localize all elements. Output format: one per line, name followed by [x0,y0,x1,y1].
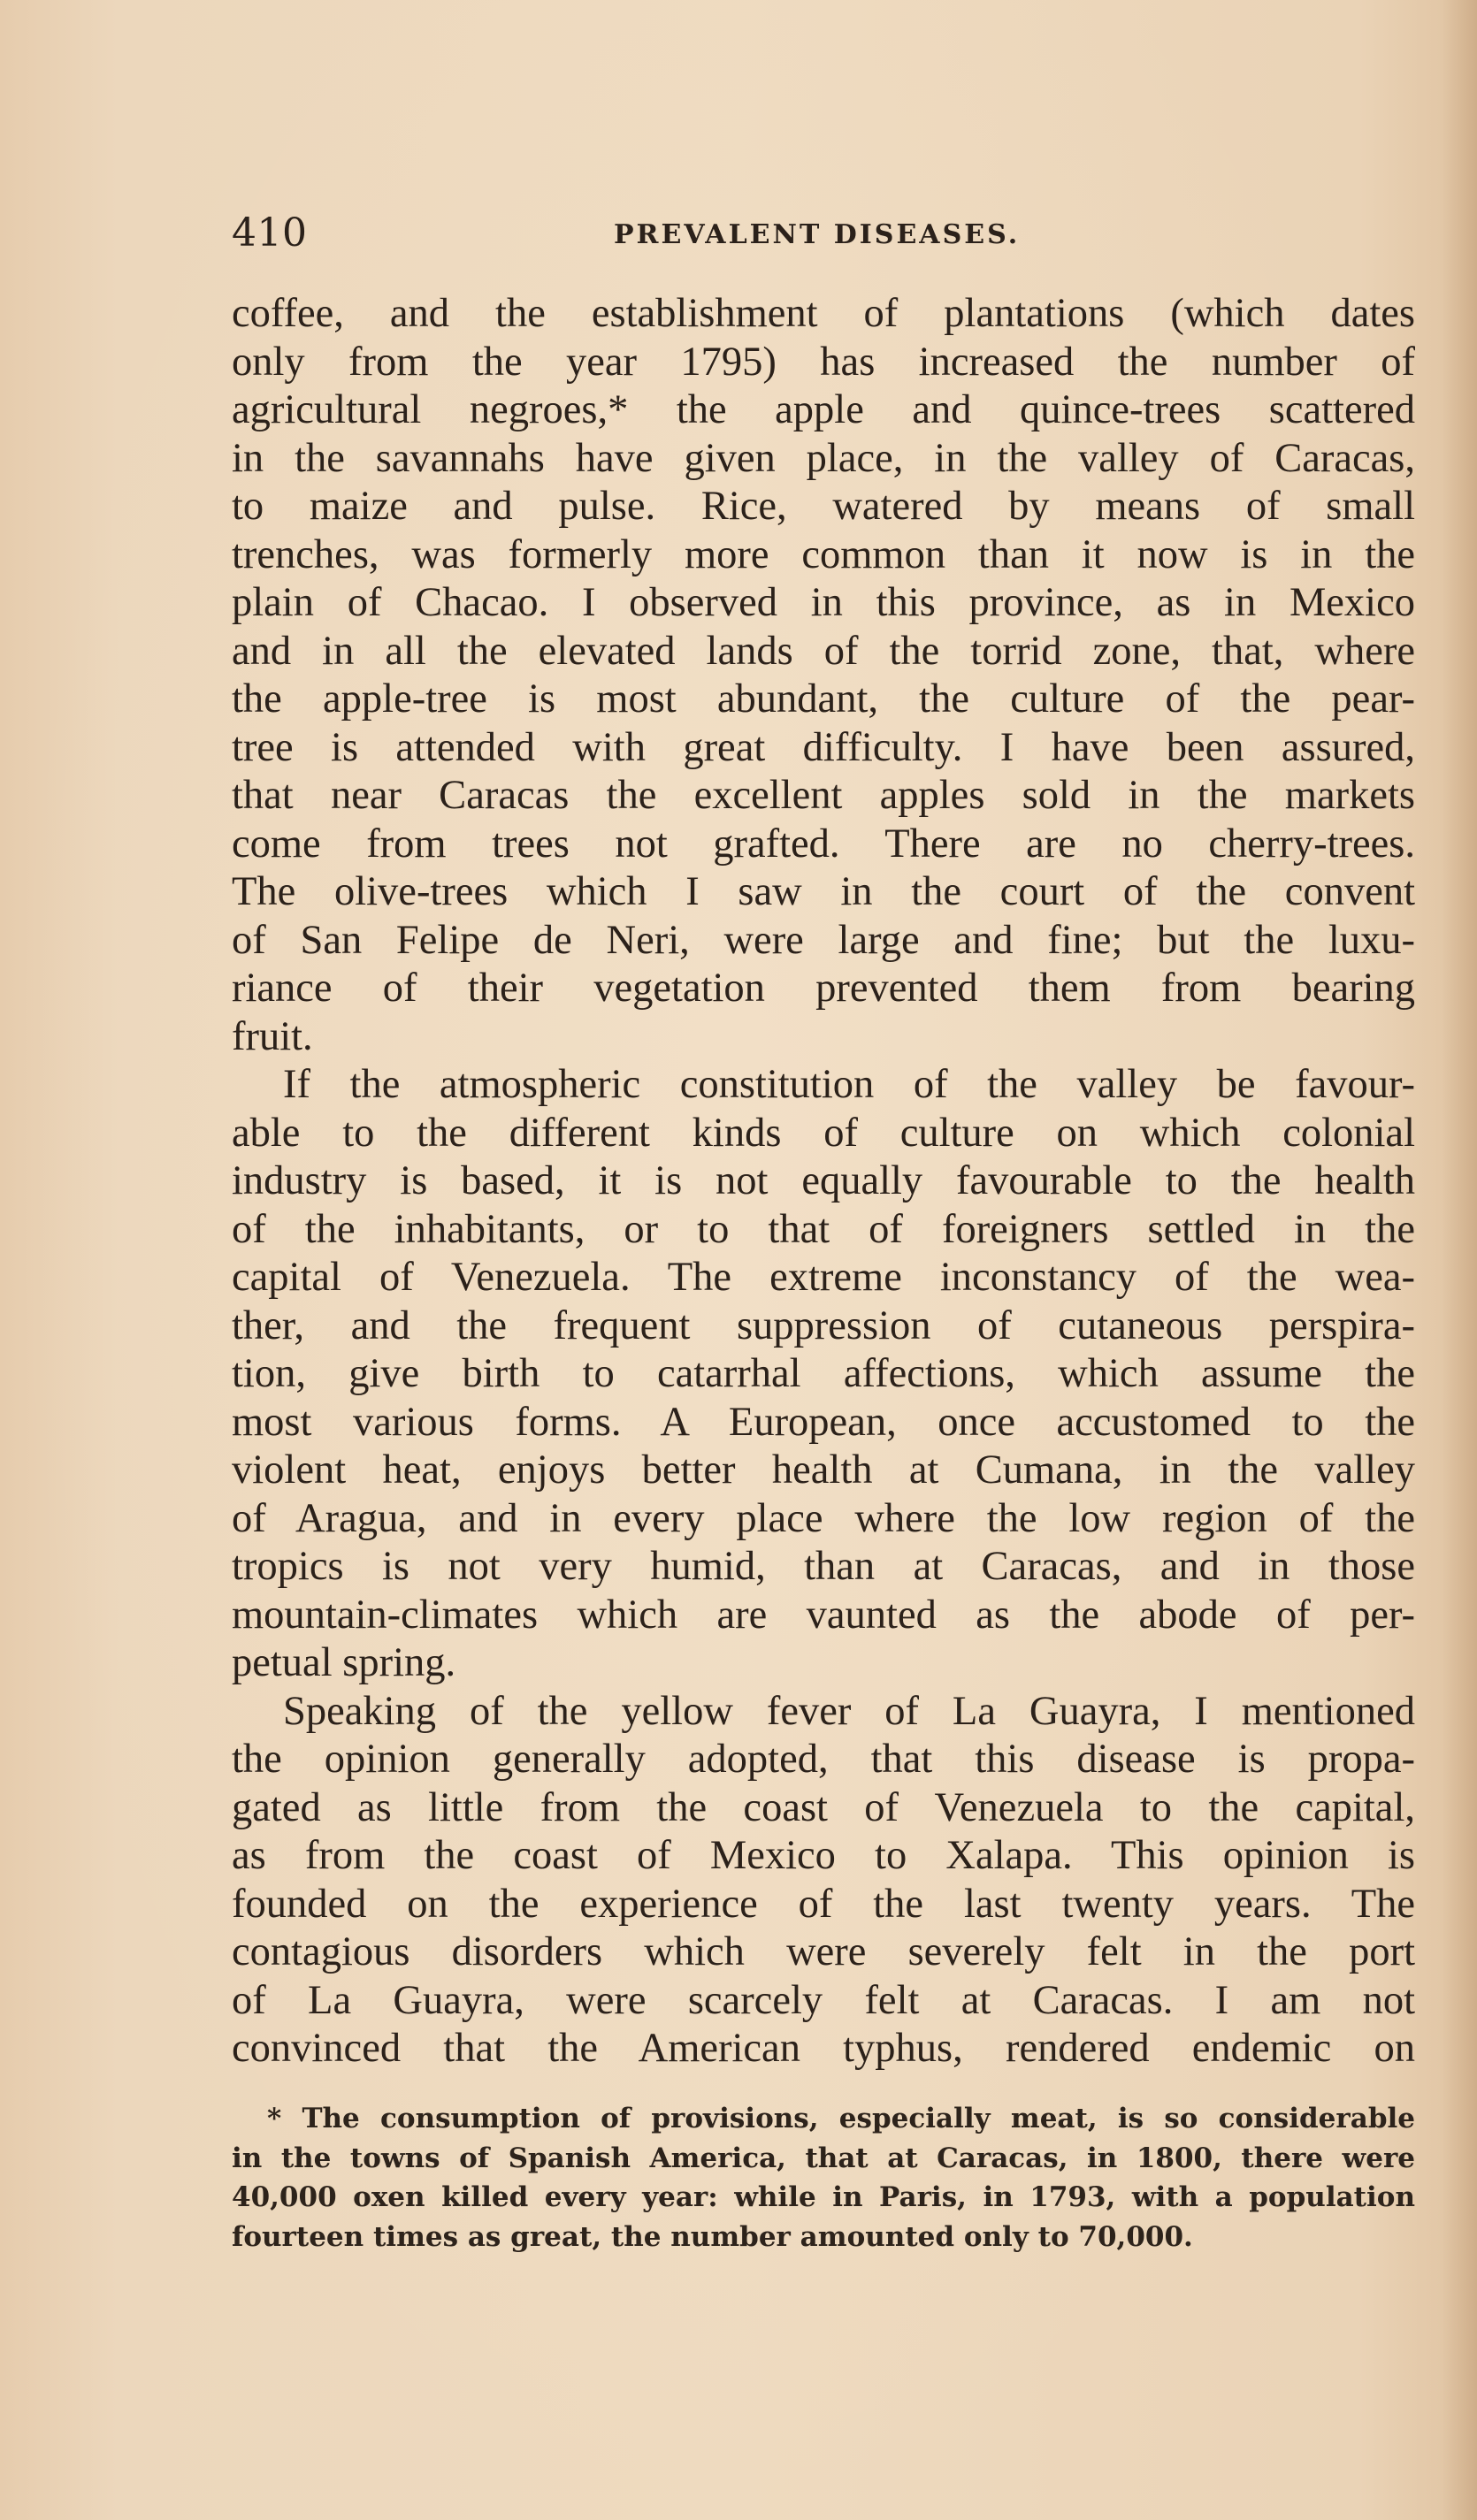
text-line: fruit. [232,1013,313,1059]
text-line: as from the coast of Mexico to Xalapa. This opinion is [232,1833,1415,1878]
text-line: founded on the experience of the last twenty years. The [232,1881,1415,1927]
paragraph-start-line: If the atmospheric constitution of the valley be favour- [283,1062,1415,1107]
text-line: and in all the elevated lands of the torrid zone, that, where [232,628,1415,674]
footnote-line: * The consumption of provisions, especially meat, is so considerable [267,2103,1415,2134]
footnote [232,2099,1415,2257]
text-line: agricultural negroes,* the apple and quince-trees scattered [232,387,1415,432]
text-line: mountain-climates which are vaunted as the abode of per- [232,1592,1415,1638]
text-line: The olive-trees which I saw in the court of the convent [232,869,1415,914]
text-line: gated as little from the coast of Venezuela to the capital, [232,1784,1415,1830]
text-line: coffee, and the establishment of plantations (which dates [232,291,1415,336]
text-line: the apple-tree is most abundant, the culture of the pear- [232,676,1415,722]
text-line: violent heat, enjoys better health at Cumana, in the valley [232,1447,1415,1493]
text-line: only from the year 1795) has increased the number of [232,339,1415,385]
text-line: of San Felipe de Neri, were large and fine; but the luxu- [232,917,1415,963]
text-line: come from trees not grafted. There are no cherry-trees. [232,821,1415,867]
text-line: to maize and pulse. Rice, watered by means of small [232,484,1415,529]
text-line: the opinion generally adopted, that this disease is propa- [232,1737,1415,1782]
page-edge-shadow [1442,0,1477,2520]
body-text [232,290,1415,2073]
text-line: convinced that the American typhus, rendered endemic on [232,2026,1415,2071]
text-line: tropics is not very humid, than at Caracas, and in those [232,1544,1415,1589]
text-line: ther, and the frequent suppression of cutaneous perspira- [232,1302,1415,1348]
running-head [232,209,1415,262]
footnote-line: in the towns of Spanish America, that at Caracas, in 1800, there were [232,2142,1415,2174]
text-line: in the savannahs have given place, in the valley of Caracas, [232,435,1415,481]
footnote-line: 40,000 oxen killed every year: while in Paris, in 1793, with a population [232,2181,1415,2213]
text-line: of the inhabitants, or to that of foreigners settled in the [232,1206,1415,1252]
text-line: trenches, was formerly more common than it now is in the [232,531,1415,577]
text-line: riance of their vegetation prevented them from bearing [232,966,1415,1011]
text-line: industry is based, it is not equally favourable to the health [232,1158,1415,1203]
text-line: capital of Venezuela. The extreme inconstancy of the wea- [232,1255,1415,1300]
text-line: petual spring. [232,1640,456,1685]
text-line: most various forms. A European, once accustomed to the [232,1399,1415,1445]
text-line: of Aragua, and in every place where the low region of the [232,1495,1415,1541]
footnote-line: fourteen times as great, the number amounted only to 70,000. [232,2220,1193,2253]
paragraph-start-line: Speaking of the yellow fever of La Guayra, I mentioned [283,1688,1415,1734]
text-line: plain of Chacao. I observed in this province, as in Mexico [232,580,1415,625]
running-title: PREVALENT DISEASES. [614,219,1021,250]
text-line: tion, give birth to catarrhal affections, which assume the [232,1351,1415,1396]
text-line: that near Caracas the excellent apples sold in the markets [232,773,1415,818]
text-line: able to the different kinds of culture on which colonial [232,1110,1415,1156]
text-line: tree is attended with great difficulty. I have been assured, [232,724,1415,770]
text-line: contagious disorders which were severely felt in the port [232,1929,1415,1974]
page-number: 410 [232,210,308,256]
text-line: of La Guayra, were scarcely felt at Caracas. I am not [232,1977,1415,2023]
